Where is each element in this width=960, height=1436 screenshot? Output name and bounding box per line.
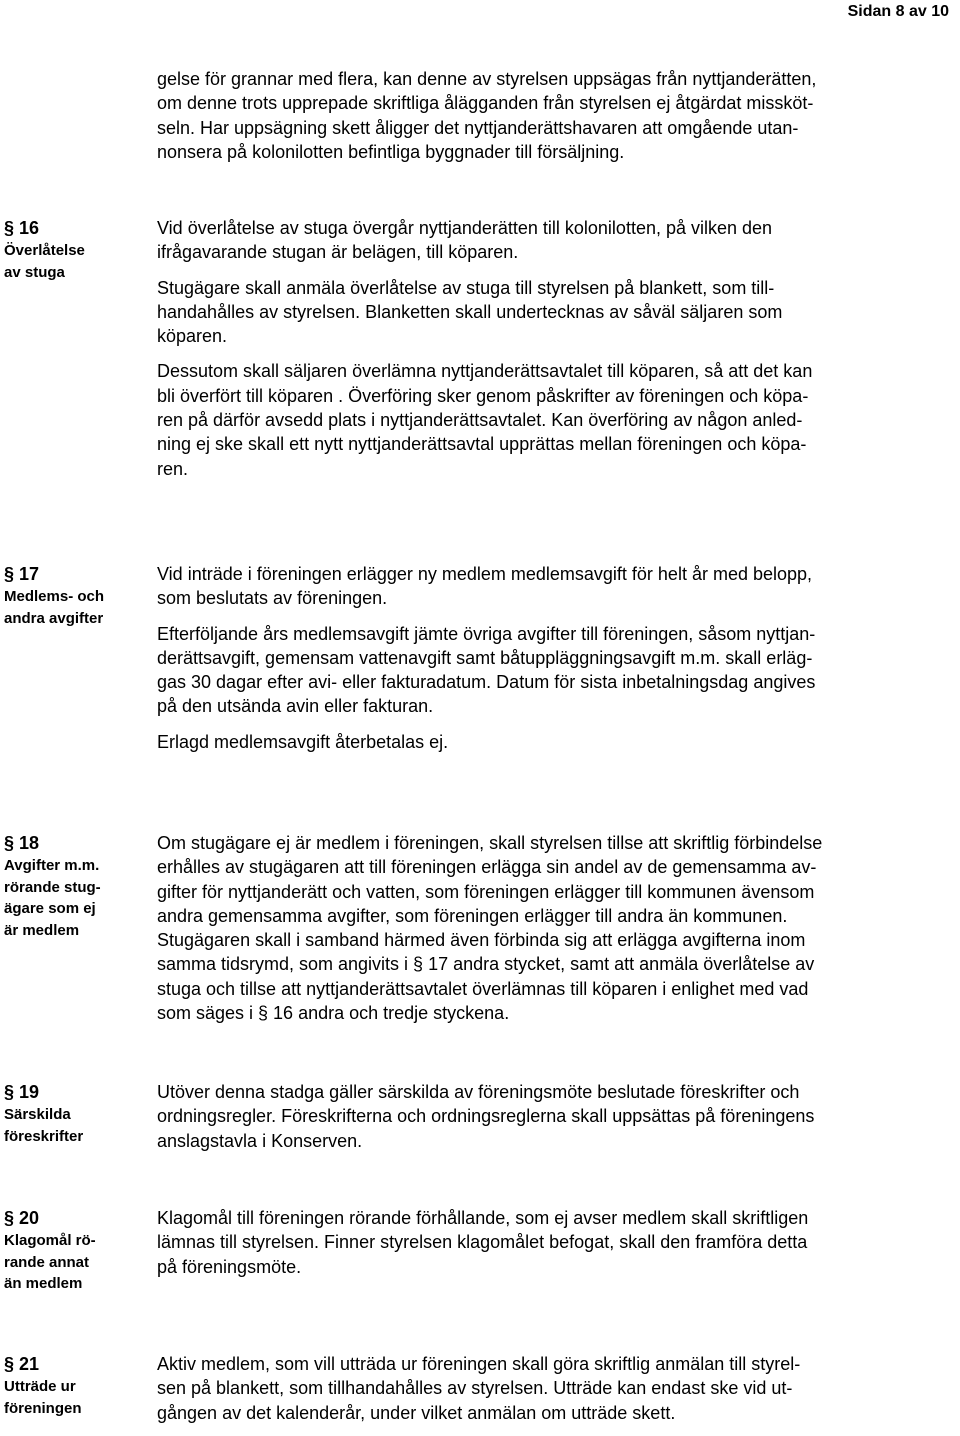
text-line: Dessutom skall säljaren överlämna nyttjanderättsavtalet till köparen, så att det kan [157, 361, 813, 382]
text-line: ren på därför avsedd plats i nyttjanderättsavtalet. Kan överföring av någon anled- [157, 410, 803, 431]
heading-line: Överlåtelse [4, 242, 85, 259]
paragraph [157, 276, 952, 349]
text-line: sen på blankett, som tillhandahålles av styrelsen. Utträde kan endast ske vid ut- [157, 1378, 793, 1399]
text-line: Aktiv medlem, som vill utträda ur föreningen skall göra skriftlig anmälan till styrel- [157, 1354, 801, 1374]
section-number: § 20 [4, 1208, 40, 1228]
text-line: Erlagd medlemsavgift återbetalas ej. [157, 731, 449, 752]
page-number: Sidan 8 av 10 [847, 3, 949, 20]
heading-line: ägare som ej [4, 900, 96, 917]
text-line: gifter för nyttjanderätt och vatten, som föreningen erlägger till kommunen ävensom [157, 881, 815, 902]
text-line: handahålles av styrelsen. Blanketten skall undertecknas av såväl säljaren som [157, 301, 783, 322]
heading-line: föreningen [4, 1399, 82, 1417]
section-heading [4, 1206, 144, 1295]
section-number: § 16 [4, 218, 40, 238]
text-line: derättsavgift, gemensam vattenavgift samt båtuppläggningsavgift m.m. skall erläg- [157, 647, 813, 668]
text-line: gången av det kalenderår, under vilket anmälan om utträde skett. [157, 1402, 676, 1423]
text-line: köparen. [157, 326, 228, 347]
text-line: Stugägaren skall i samband härmed även förbinda sig att erlägga avgifterna inom [157, 930, 806, 951]
text-line: lämnas till styrelsen. Finner styrelsen klagomålet befogat, skall den framföra detta [157, 1232, 808, 1253]
heading-line: Utträde ur [4, 1378, 76, 1395]
section-number: § 21 [4, 1354, 40, 1374]
text-line: erhålles av stugägaren att till föreningen erlägga sin andel av de gemensamma av- [157, 857, 817, 878]
text-line: stuga och tillse att nyttjanderättsavtalet överlämnas till köparen i enlighet med vad [157, 978, 809, 999]
section-number: § 17 [4, 564, 40, 584]
heading-line: andra avgifter [4, 609, 104, 627]
heading-line: rande annat [4, 1253, 90, 1271]
heading-line: än medlem [4, 1275, 83, 1292]
text-line: om denne trots upprepade skriftliga ålägganden från styrelsen ej åtgärdat missköt- [157, 93, 814, 114]
text-line: som beslutats av föreningen. [157, 588, 388, 609]
paragraph [157, 1352, 952, 1425]
text-line: samma tidsrymd, som angivits i § 17 andra stycket, samt att anmäla överlåtelse av [157, 954, 815, 975]
section-body [157, 1080, 952, 1164]
paragraph [157, 622, 952, 719]
section-body [157, 562, 952, 765]
section-heading [4, 1352, 144, 1419]
section-heading [4, 1080, 144, 1147]
paragraph [157, 1206, 952, 1279]
text-line: bli överfört till köparen . Överföring sker genom påskrifter av föreningen och köpa- [157, 385, 809, 406]
text-line: Vid inträde i föreningen erlägger ny medlem medlemsavgift för helt år med belopp, [157, 564, 813, 584]
text-line: Utöver denna stadga gäller särskilda av föreningsmöte beslutade föreskrifter och [157, 1082, 800, 1102]
text-line: anslagstavla i Konserven. [157, 1130, 363, 1151]
section-heading [4, 216, 144, 283]
heading-line: är medlem [4, 921, 80, 939]
text-line: som säges i § 16 andra och tredje styckena. [157, 1003, 510, 1024]
text-line: Om stugägare ej är medlem i föreningen, skall styrelsen tillse att skriftlig förbindelse [157, 833, 823, 853]
heading-line: Medlems- och [4, 588, 105, 605]
text-line: ning ej ske skall ett nytt nyttjanderättsavtal upprättas mellan föreningen och köpa- [157, 434, 807, 455]
text-line: gelse för grannar med flera, kan denne av styrelsen uppsägas från nyttjanderätten, [157, 69, 817, 89]
paragraph [157, 1080, 952, 1153]
text-line: ren. [157, 458, 189, 479]
text-line: Klagomål till föreningen rörande förhållande, som ej avser medlem skall skriftligen [157, 1208, 809, 1228]
text-line: gas 30 dagar efter avi- eller fakturadatum. Datum för sista inbetalningsdag angives [157, 672, 816, 693]
text-line: seln. Har uppsägning skett åligger det nyttjanderättshavaren att omgående utan- [157, 117, 799, 138]
text-line: Vid överlåtelse av stuga övergår nyttjanderätten till kolonilotten, på vilken den [157, 218, 773, 238]
text-line: Efterföljande års medlemsavgift jämte övriga avgifter till föreningen, såsom nyttjan- [157, 623, 816, 644]
heading-line: Avgifter m.m. [4, 857, 100, 874]
paragraph [157, 730, 952, 754]
text-line: ordningsregler. Föreskrifterna och ordningsreglerna skall uppsättas på föreningens [157, 1106, 815, 1127]
heading-line: av stuga [4, 263, 65, 281]
paragraph [157, 216, 952, 265]
text-line: på den utsända avin eller fakturan. [157, 696, 434, 717]
text-line: Stugägare skall anmäla överlåtelse av stuga till styrelsen på blankett, som till- [157, 277, 775, 298]
heading-line: Särskilda [4, 1106, 71, 1123]
text-line: på föreningsmöte. [157, 1256, 302, 1277]
heading-line: rörande stug- [4, 878, 101, 896]
text-line: andra gemensamma avgifter, som föreningen erlägger till andra än kommunen. [157, 905, 788, 926]
paragraph [157, 359, 952, 480]
section-body [157, 1352, 952, 1436]
section-number: § 19 [4, 1082, 40, 1102]
text-line: ifrågavarande stugan är belägen, till köparen. [157, 242, 519, 263]
section-number: § 18 [4, 833, 40, 853]
heading-line: Klagomål rö- [4, 1232, 96, 1249]
heading-line: föreskrifter [4, 1127, 84, 1145]
section-body [157, 1206, 952, 1290]
paragraph [157, 831, 952, 1025]
section-body [157, 831, 952, 1036]
intro-paragraph [157, 67, 952, 164]
section-body [157, 216, 952, 492]
section-heading [4, 831, 144, 941]
text-line: nonsera på kolonilotten befintliga byggnader till försäljning. [157, 141, 625, 162]
section-heading [4, 562, 144, 629]
paragraph [157, 562, 952, 611]
